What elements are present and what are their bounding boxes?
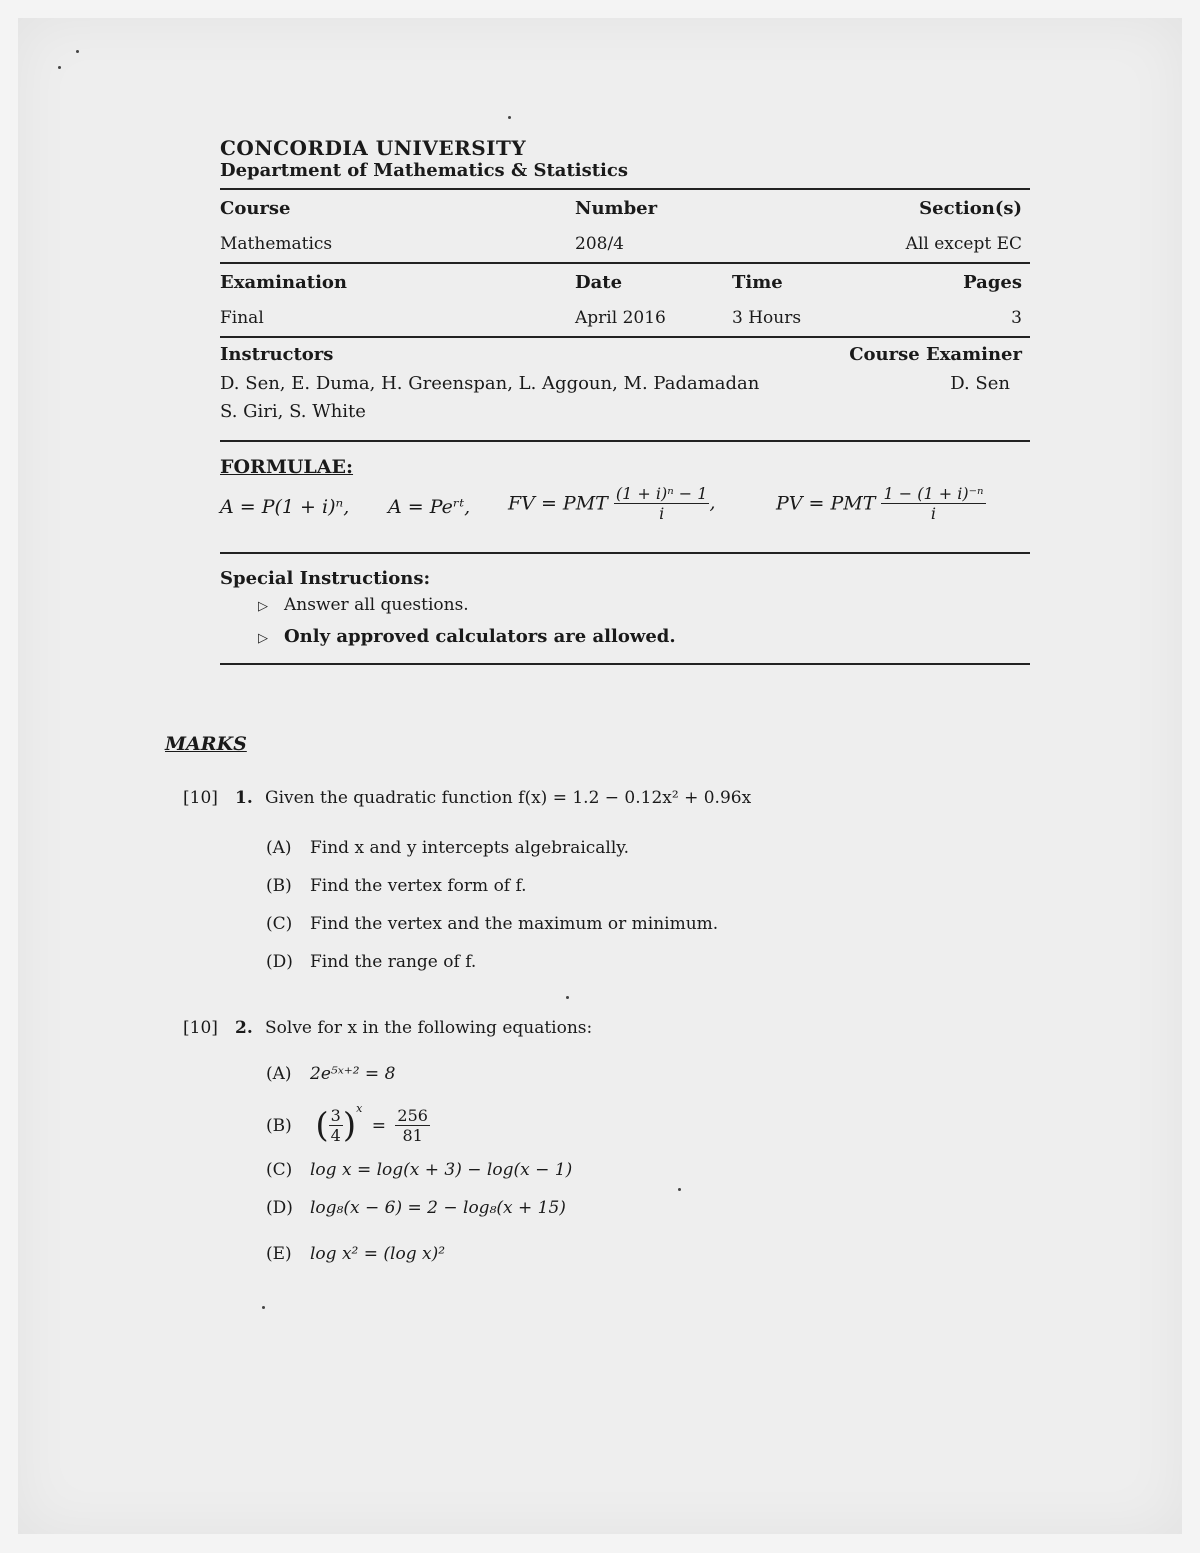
scan-speck [508,116,511,119]
sections-value: All except EC [905,234,1022,254]
scan-speck [678,1188,681,1191]
question-part [266,1244,572,1282]
instruction-item [258,621,1030,653]
department-name: Department of Mathematics & Statistics [220,160,628,181]
part-label: (C) [266,914,293,934]
part-text: Find x and y intercepts algebraically. [310,838,630,858]
question-1 [183,788,752,990]
time-label: Time [732,272,783,293]
part-label: (E) [266,1244,292,1264]
part-equation: 2e⁵ˣ⁺² = 8 [310,1064,396,1084]
exam-label: Examination [220,272,347,293]
base-denominator: 4 [330,1126,341,1145]
instructors-label: Instructors [220,344,334,365]
question-marks: [10] [183,1018,218,1038]
exam-header-row [220,264,1030,300]
question-number: 2. [235,1018,253,1038]
fv-lhs: FV = PMT [508,492,608,515]
course-value: Mathematics [220,234,333,254]
scan-speck [262,1306,265,1309]
sections-label: Section(s) [919,198,1022,219]
instructors-list [220,370,1030,426]
formula-present-value [776,484,986,523]
scan-speck [58,66,61,69]
date-value: April 2016 [575,308,666,328]
pv-numerator: 1 − (1 + i)⁻ⁿ [883,484,984,503]
question-part [266,952,718,990]
formula-compound: A = P(1 + i)ⁿ, [220,496,350,518]
course-label: Course [220,198,291,219]
rhs-fraction [395,1106,430,1145]
formulae-line [220,484,1030,540]
formula-continuous: A = Peʳᵗ, [388,496,471,518]
exam-value: Final [220,308,264,328]
pages-value: 3 [1011,308,1022,328]
question-part [266,1198,572,1244]
part-label: (B) [266,876,292,896]
rhs-numerator: 256 [397,1106,428,1125]
fv-denominator: i [659,504,665,523]
part-label: (A) [266,838,292,858]
date-label: Date [575,272,623,293]
question-part [266,1160,572,1198]
triangle-right-icon: ▷ [258,599,268,614]
instruction-text: Only approved calculators are allowed. [284,626,676,647]
question-header [183,788,752,818]
fv-numerator: (1 + i)ⁿ − 1 [615,484,708,503]
examiner-value: D. Sen [950,373,1010,394]
university-name: CONCORDIA UNIVERSITY [220,136,527,160]
part-label: (C) [266,1160,293,1180]
question-2 [183,1018,593,1282]
course-header-row [220,190,1030,226]
exam-value-row [220,300,1030,336]
part-equation: log₈(x − 6) = 2 − log₈(x + 15) [310,1198,566,1218]
scan-speck [76,50,79,53]
part-label: (D) [266,1198,293,1218]
question-marks: [10] [183,788,218,808]
scan-speck [566,996,569,999]
instruction-text: Answer all questions. [284,595,469,615]
base-fraction [329,1106,343,1145]
instructors-header-row [220,338,1030,370]
fv-fraction [614,484,710,523]
formulae-title: FORMULAE: [220,456,354,478]
question-part [266,1064,572,1102]
number-label: Number [575,198,658,219]
pv-lhs: PV = PMT [776,492,876,515]
pv-fraction [881,484,985,523]
base-numerator: 3 [330,1106,341,1125]
pages-label: Pages [963,272,1022,293]
question-number: 1. [235,788,253,808]
exponent: x [356,1102,363,1115]
special-instructions-title: Special Instructions: [220,568,431,589]
left-paren: ( [315,1105,329,1146]
question-part [266,876,718,914]
pv-denominator: i [930,504,937,523]
part-label: (D) [266,952,293,972]
question-text: Given the quadratic function f(x) = 1.2 − 0.12x² + 0.96x [265,788,752,808]
part-label: (B) [266,1115,292,1136]
question-part: (B) ( $\frac{3}{4}$ )$^x$ = $\frac{256}{81}$ [266,1102,428,1146]
rhs-denominator: 81 [402,1126,423,1145]
divider [220,440,1030,442]
part-text: Find the vertex and the maximum or minimum. [310,914,719,934]
course-value-row [220,226,1030,262]
part-label: (A) [266,1064,292,1084]
question-text: Solve for x in the following equations: [265,1018,593,1038]
number-value: 208/4 [575,234,624,254]
divider [220,552,1030,554]
question-header [183,1018,593,1048]
exam-header [220,136,1030,665]
instructors-line-1: D. Sen, E. Duma, H. Greenspan, L. Aggoun, M. Padamadan [220,373,760,394]
question-part [266,914,718,952]
part-equation: log x = log(x + 3) − log(x − 1) [310,1160,573,1180]
question-part [266,838,718,876]
triangle-right-icon: ▷ [258,631,268,646]
part-text: Find the vertex form of f. [310,876,527,896]
examiner-label: Course Examiner [849,344,1022,365]
formula-future-value: FV = PMT $\frac{\text{(1 + i)ⁿ − 1}}{i}$ , [508,484,716,523]
marks-heading: MARKS [165,733,247,755]
instruction-item [258,589,1030,621]
time-value: 3 Hours [732,308,802,328]
instructors-line-2: S. Giri, S. White [220,401,366,422]
part-text: Find the range of f. [310,952,477,972]
divider [220,663,1030,665]
part-equation: log x² = (log x)² [310,1244,446,1264]
right-paren: ) [342,1105,357,1146]
